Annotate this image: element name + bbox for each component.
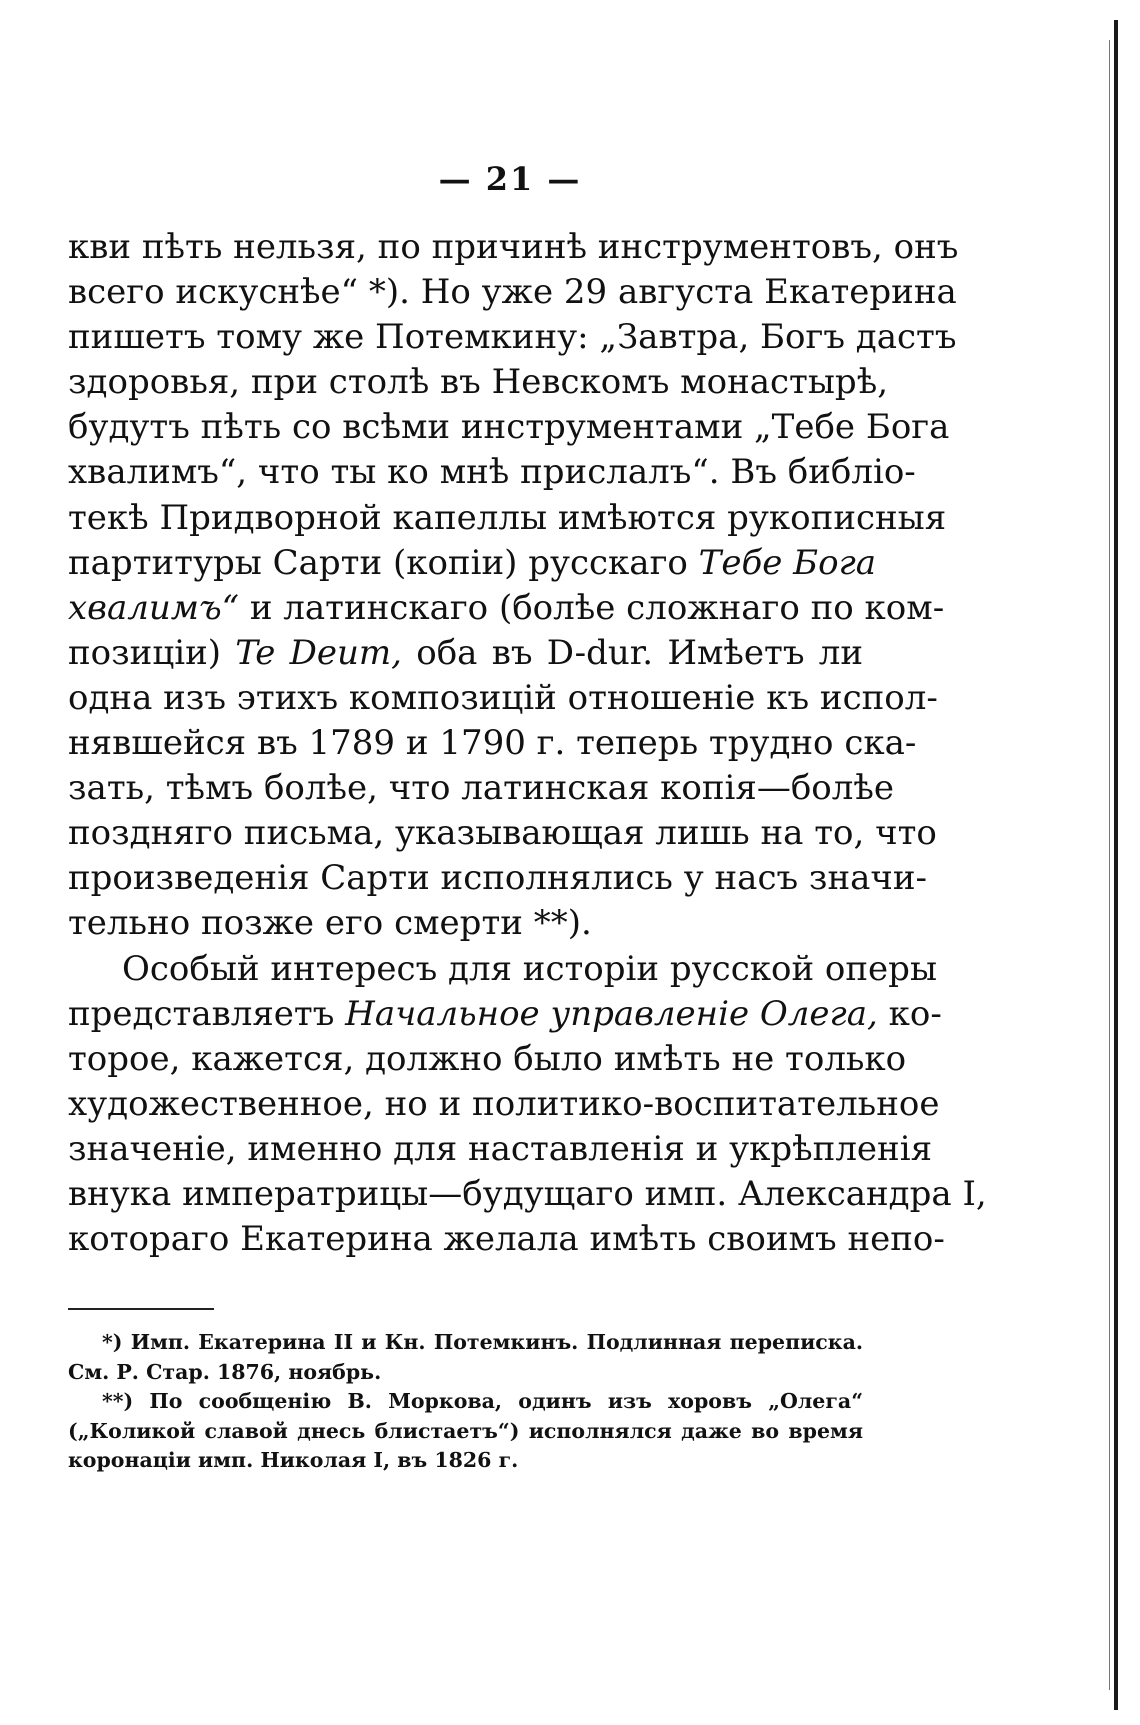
text-line: одна изъ этихъ композицій отношеніе къ испол- [68, 677, 938, 718]
text-line [68, 631, 863, 676]
text-line: произведенія Сарти исполнялись у насъ значи- [68, 858, 928, 899]
text-segment: и латинскаго (болѣе сложнаго по ком- [239, 587, 945, 628]
paragraph-start-line: Особый интересъ для исторіи русской оперы [122, 948, 938, 989]
text-line [68, 992, 942, 1037]
text-line: значеніе, именно для наставленія и укрѣпленія [68, 1128, 933, 1169]
footnote-line: коронаціи имп. Николая I, въ 1826 г. [68, 1448, 519, 1472]
text-line: текѣ Придворной капеллы имѣются рукописныя [68, 497, 947, 538]
text-line: хвалимъ“, что ты ко мнѣ прислалъ“. Въ библіо- [68, 452, 916, 493]
page-edge-line [1109, 40, 1110, 1690]
footnotes [68, 1328, 863, 1476]
text-line: пишетъ тому же Потемкину: „Завтра, Богъ дастъ [68, 317, 957, 358]
page-number: — 21 — [438, 160, 582, 198]
footnote-separator [68, 1308, 214, 1310]
italic-title: хвалимъ“ [68, 587, 240, 628]
text-line: тельно позже его смерти **). [68, 903, 592, 944]
text-line: котораго Екатерина желала имѣть своимъ непо- [68, 1219, 945, 1260]
text-line: будутъ пѣть со всѣми инструментами „Тебе Бога [68, 407, 950, 448]
text-line: нявшейся въ 1789 и 1790 г. теперь трудно ска- [68, 723, 917, 764]
text-segment: ко- [877, 993, 942, 1034]
text-line: зать, тѣмъ болѣе, что латинская копія—болѣе [68, 768, 894, 809]
text-line: торое, кажется, должно было имѣть не только [68, 1038, 907, 1079]
text-line: внука императрицы—будущаго имп. Александра I, [68, 1173, 987, 1214]
italic-title: Начальное управленіе Олега, [345, 993, 878, 1034]
text-line: здоровья, при столѣ въ Невскомъ монастырѣ, [68, 362, 889, 403]
body-text [68, 225, 987, 1262]
italic-title: Te Deum, [235, 632, 402, 673]
text-line: всего искуснѣе“ *). Но уже 29 августа Екатерина [68, 272, 957, 313]
text-line: художественное, но и политико-воспитательное [68, 1083, 940, 1124]
text-segment: оба въ D-dur. Имѣетъ ли [401, 632, 863, 673]
text-segment: партитуры Сарти (копіи) русскаго [68, 542, 699, 583]
text-line: кви пѣть нельзя, по причинѣ инструментовъ, онъ [68, 227, 959, 267]
text-line: поздняго письма, указывающая лишь на то, что [68, 813, 937, 854]
footnote-line: **) По сообщенію В. Моркова, одинъ изъ хоровъ „Олега“ [102, 1389, 863, 1413]
footnote-line: („Коликой славой днесь блистаетъ“) исполнялся даже во время [68, 1418, 863, 1443]
text-line [68, 586, 945, 631]
footnote-line: *) Имп. Екатерина II и Кн. Потемкинъ. Подлинная переписка. [102, 1330, 863, 1354]
text-segment: представляетъ [68, 993, 346, 1034]
italic-title: Tебе Бога [698, 542, 877, 583]
footnote-line: См. Р. Стар. 1876, ноябрь. [68, 1359, 382, 1384]
text-line [68, 541, 877, 586]
page-edge-shadow [1114, 20, 1118, 1710]
text-segment: позиціи) [68, 632, 236, 673]
